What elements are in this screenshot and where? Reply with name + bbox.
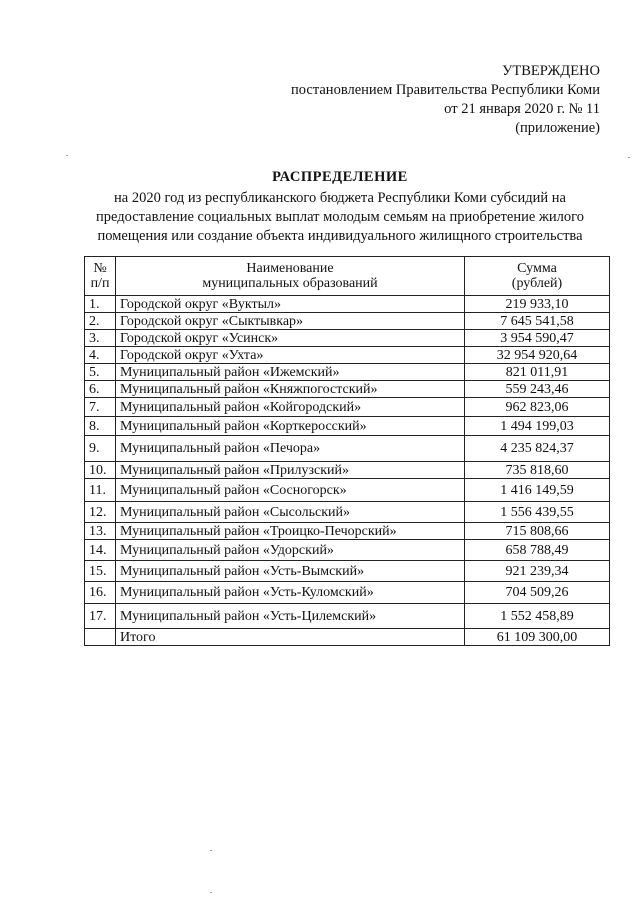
row-municipality: Городской округ «Ухта» (116, 347, 465, 364)
row-number: 2. (85, 313, 116, 330)
table-row (85, 313, 610, 330)
header-sum (465, 257, 610, 296)
table-row (85, 604, 610, 629)
row-municipality: Городской округ «Усинск» (116, 330, 465, 347)
row-amount: 7 645 541,58 (465, 313, 610, 330)
row-municipality: Муниципальный район «Удорский» (116, 540, 465, 561)
row-amount: 559 243,46 (465, 381, 610, 398)
row-municipality: Муниципальный район «Печора» (116, 436, 465, 462)
row-number: 11. (85, 479, 116, 502)
approval-title: УТВЕРЖДЕНО (502, 63, 600, 79)
total-amount: 61 109 300,00 (465, 629, 610, 646)
row-number: 17. (85, 604, 116, 629)
row-municipality: Городской округ «Сыктывкар» (116, 313, 465, 330)
row-municipality: Муниципальный район «Усть-Цилемский» (116, 604, 465, 629)
row-amount: 921 239,34 (465, 561, 610, 582)
scan-speck (210, 892, 212, 893)
table-row (85, 540, 610, 561)
table-row (85, 347, 610, 364)
row-amount: 1 494 199,03 (465, 417, 610, 436)
row-amount: 704 509,26 (465, 582, 610, 604)
row-number: 16. (85, 582, 116, 604)
subtitle-line: предоставление социальных выплат молодым семьям на приобретение жилого (95, 209, 585, 225)
approval-appendix: (приложение) (515, 120, 600, 136)
row-amount: 735 818,60 (465, 462, 610, 479)
row-amount: 962 823,06 (465, 398, 610, 417)
subtitle-line: на 2020 год из республиканского бюджета Республики Коми субсидий на (114, 190, 566, 206)
row-number: 1. (85, 296, 116, 313)
row-number: 10. (85, 462, 116, 479)
row-municipality: Муниципальный район «Сосногорск» (116, 479, 465, 502)
row-number: 5. (85, 364, 116, 381)
row-amount: 32 954 920,64 (465, 347, 610, 364)
header-sum-line2: (рублей) (511, 276, 563, 291)
approval-decree: постановлением Правительства Республики Коми (291, 82, 600, 98)
total-label: Итого (116, 629, 465, 646)
table-row (85, 296, 610, 313)
row-municipality: Муниципальный район «Ижемский» (116, 364, 465, 381)
header-name-line1: Наименование (246, 261, 334, 276)
document-title-block (60, 168, 620, 246)
row-number: 4. (85, 347, 116, 364)
row-amount: 658 788,49 (465, 540, 610, 561)
scan-speck (628, 157, 630, 158)
row-number: 15. (85, 561, 116, 582)
row-municipality: Муниципальный район «Усть-Вымский» (116, 561, 465, 582)
row-amount: 1 552 458,89 (465, 604, 610, 629)
total-num-cell (85, 629, 116, 646)
table-row (85, 523, 610, 540)
total-row (85, 629, 610, 646)
table-row (85, 582, 610, 604)
row-amount: 1 416 149,59 (465, 479, 610, 502)
row-municipality: Муниципальный район «Княжпогостский» (116, 381, 465, 398)
row-municipality: Муниципальный район «Усть-Куломский» (116, 582, 465, 604)
row-amount: 4 235 824,37 (465, 436, 610, 462)
row-amount: 3 954 590,47 (465, 330, 610, 347)
table-row (85, 462, 610, 479)
row-number: 14. (85, 540, 116, 561)
scan-speck (210, 850, 212, 851)
header-num-line2: п/п (90, 276, 110, 291)
scan-speck (66, 155, 68, 156)
table-row (85, 479, 610, 502)
table-row (85, 417, 610, 436)
row-amount: 1 556 439,55 (465, 502, 610, 523)
row-municipality: Муниципальный район «Сысольский» (116, 502, 465, 523)
subtitle-line: помещения или создание объекта индивидуального жилищного строительства (97, 228, 583, 244)
row-municipality: Муниципальный район «Корткеросский» (116, 417, 465, 436)
table-row (85, 502, 610, 523)
table-row (85, 398, 610, 417)
header-num-line1: № (93, 261, 107, 276)
row-municipality: Городской округ «Вуктыл» (116, 296, 465, 313)
row-number: 7. (85, 398, 116, 417)
row-number: 3. (85, 330, 116, 347)
approval-date: от 21 января 2020 г. № 11 (444, 101, 600, 117)
row-amount: 715 808,66 (465, 523, 610, 540)
approval-stamp (291, 62, 600, 138)
table-row (85, 330, 610, 347)
header-name (116, 257, 465, 296)
table-row (85, 364, 610, 381)
row-number: 9. (85, 436, 116, 462)
row-number: 8. (85, 417, 116, 436)
row-municipality: Муниципальный район «Прилузский» (116, 462, 465, 479)
row-amount: 219 933,10 (465, 296, 610, 313)
distribution-table (84, 256, 610, 646)
header-num (85, 257, 116, 296)
row-amount: 821 011,91 (465, 364, 610, 381)
row-number: 12. (85, 502, 116, 523)
table-row (85, 381, 610, 398)
document-heading: РАСПРЕДЕЛЕНИЕ (272, 169, 408, 185)
row-municipality: Муниципальный район «Троицко-Печорский» (116, 523, 465, 540)
table-row (85, 436, 610, 462)
header-name-line2: муниципальных образований (202, 276, 378, 291)
header-sum-line1: Сумма (517, 261, 557, 276)
table-row (85, 561, 610, 582)
table-header-row (85, 257, 610, 296)
row-municipality: Муниципальный район «Койгородский» (116, 398, 465, 417)
row-number: 13. (85, 523, 116, 540)
row-number: 6. (85, 381, 116, 398)
